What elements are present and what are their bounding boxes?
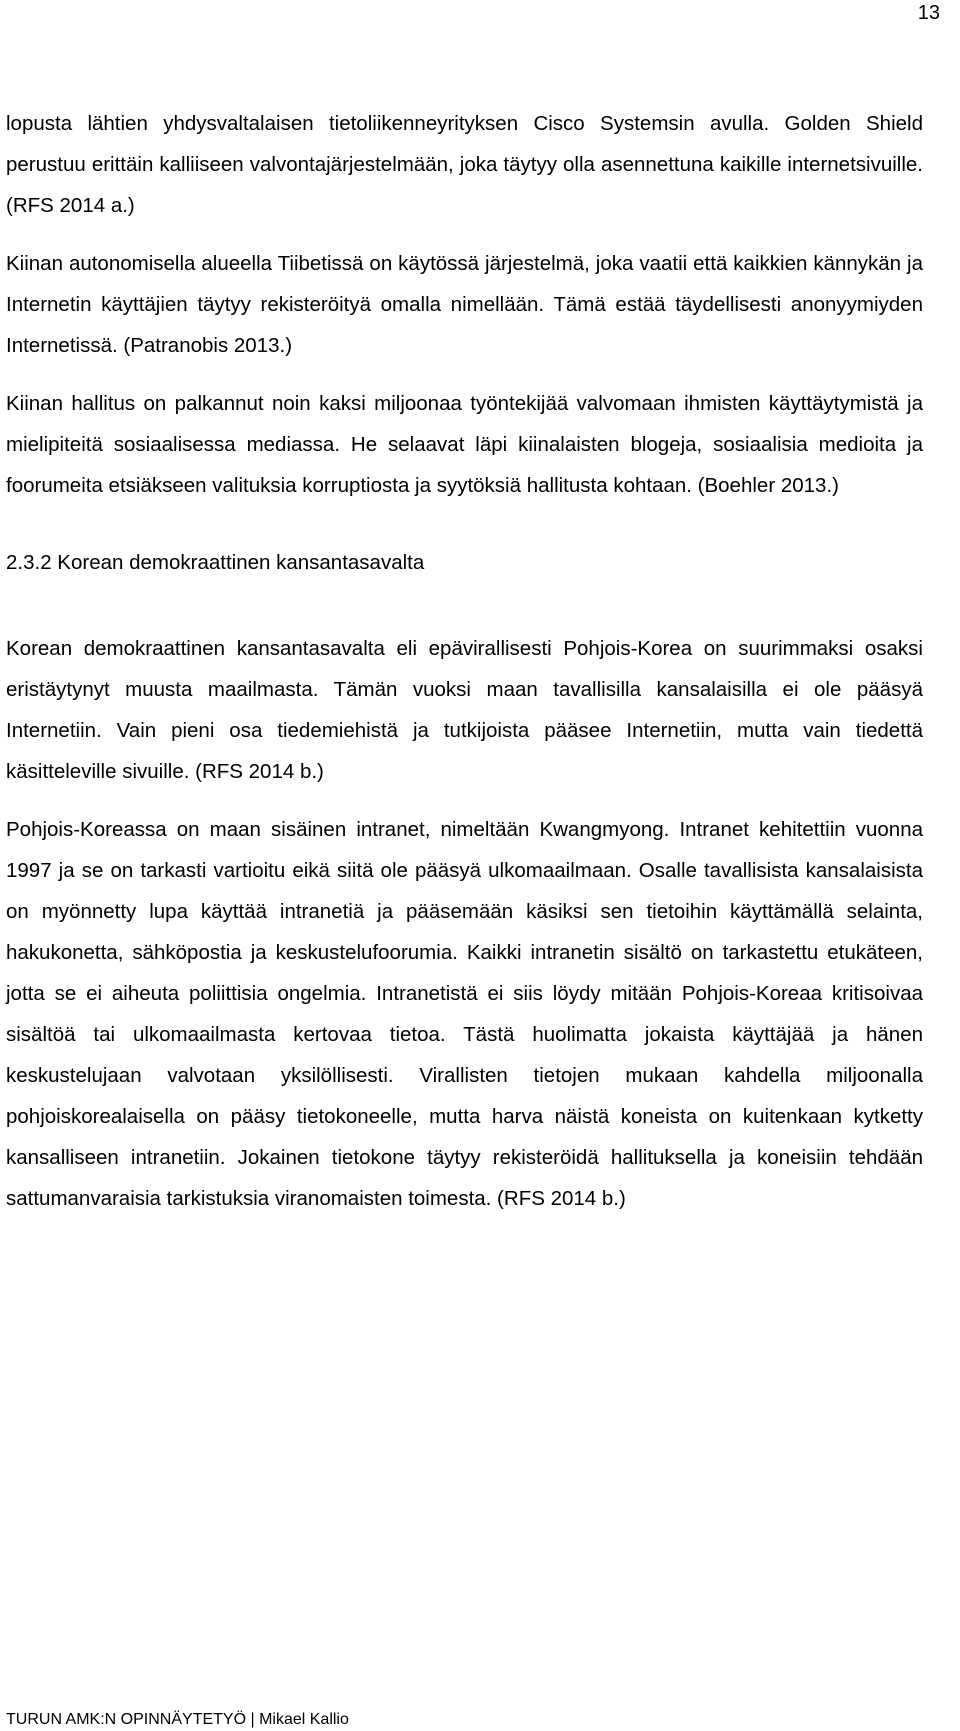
paragraph-china-monitoring: Kiinan hallitus on palkannut noin kaksi miljoonaa työntekijää valvomaan ihmisten käyttäytymistä ja mielipiteitä sosiaalisessa mediassa. He selaavat läpi kiinalaisten blogeja, sosiaalisia medioita ja foorumeita etsiäkseen valituksia korruptiosta ja syytöksiä hallitusta kohtaan. (Boehler 2013.) [6, 392, 923, 497]
paragraph-golden-shield: lopusta lähtien yhdysvaltalaisen tietoliikenneyrityksen Cisco Systemsin avulla. Golden Shield perustuu erittäin kalliiseen valvontajärjestelmään, joka täytyy olla asennettuna kaikille internetsivuille. (RFS 2014 a.) [6, 112, 923, 217]
paragraph-kwangmyong-intranet: Pohjois-Koreassa on maan sisäinen intranet, nimeltään Kwangmyong. Intranet kehitettiin vuonna 1997 ja se on tarkasti vartioitu eikä siitä ole pääsyä ulkomaailmaan. Osalle tavallisista kansalaisista on myönnetty lupa käyttää intranetiä ja pääsemään käsiksi sen tietoihin käyttämällä selainta, hakukonetta, sähköpostia ja keskustelufoorumia. Kaikki intranetin sisältö on tarkastettu etukäteen, jotta se ei aiheuta poliittisia ongelmia. Intranetistä ei siis löydy mitään Pohjois-Koreaa kritisoivaa sisältöä tai ulkomaailmasta kertovaa tietoa. Tästä huolimatta jokaista käyttäjää ja hänen keskustelujaan valvotaan yksilöllisesti. Virallisten tietojen mukaan kahdella miljoonalla pohjoiskorealaisella on pääsy tietokoneelle, mutta harva näistä koneista on kuitenkaan kytketty kansalliseen intranetiin. Jokainen tietokone täytyy rekisteröidä hallituksella ja koneisiin tehdään sattumanvaraisia tarkistuksia viranomaisten toimesta. (RFS 2014 b.) [6, 818, 923, 1210]
paragraph-tibet: Kiinan autonomisella alueella Tiibetissä on käytössä järjestelmä, joka vaatii että kaikkien kännykän ja Internetin käyttäjien täytyy rekisteröityä omalla nimellään. Tämä estää täydellisesti anonyymiyden Internetissä. (Patranobis 2013.) [6, 252, 923, 357]
page-number: 13 [917, 2, 940, 24]
paragraph-north-korea-isolation: Korean demokraattinen kansantasavalta eli epävirallisesti Pohjois-Korea on suurimmaksi osaksi eristäytynyt muusta maailmasta. Tämän vuoksi maan tavallisilla kansalaisilla ei ole pääsyä Internetiin. Vain pieni osa tiedemiehistä ja tutkijoista pääsee Internetiin, mutta vain tiedettä käsitteleville sivuille. (RFS 2014 b.) [6, 637, 923, 783]
section-heading: 2.3.2 Korean demokraattinen kansantasavalta [6, 551, 425, 574]
document-body [6, 103, 923, 1219]
page-footer: TURUN AMK:N OPINNÄYTETYÖ | Mikael Kallio [6, 1711, 349, 1728]
